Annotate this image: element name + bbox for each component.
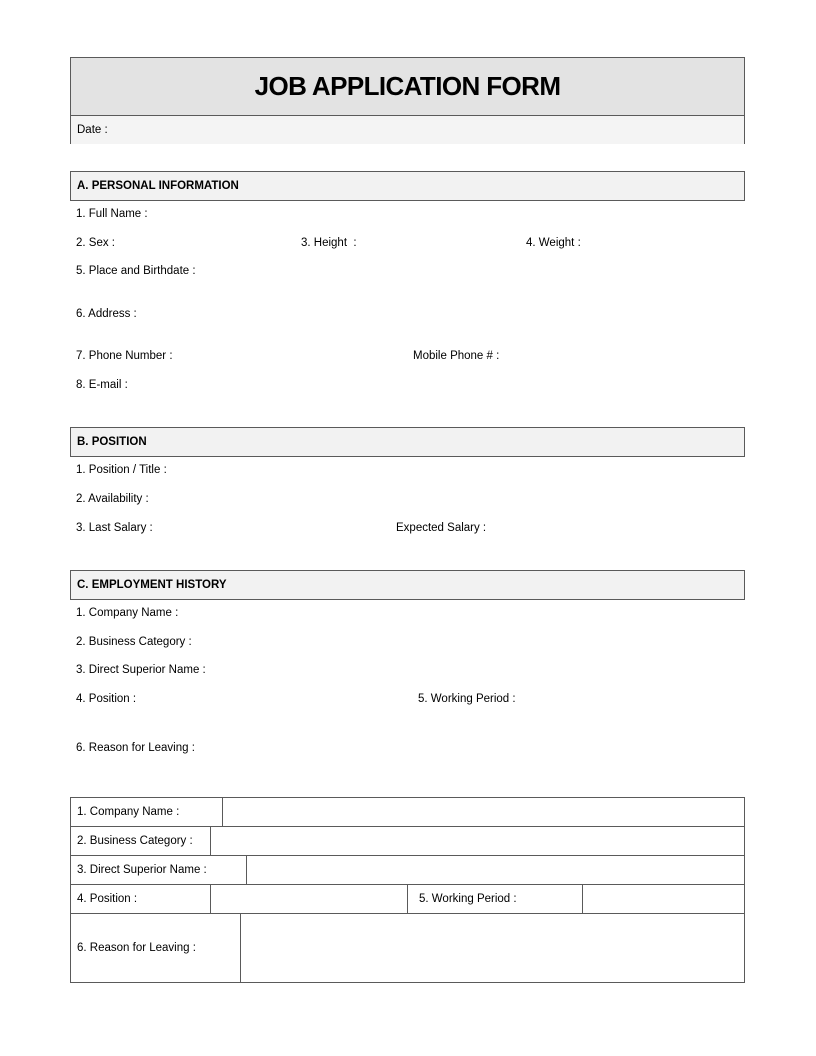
address-label: 6. Address : (76, 308, 137, 320)
table-direct-superior-label: 3. Direct Superior Name : (77, 864, 207, 876)
title-row (71, 58, 744, 116)
weight-label: 4. Weight : (526, 237, 581, 249)
position-label: 4. Position : (76, 693, 137, 705)
mobile-label: Mobile Phone # : (413, 350, 500, 362)
date-label: Date : (77, 124, 108, 136)
working-period-label: 5. Working Period : (418, 693, 516, 705)
table-business-category-input[interactable] (211, 827, 744, 855)
table-row (71, 856, 744, 885)
company-name-label: 1. Company Name : (76, 607, 179, 619)
last-salary-label: 3. Last Salary : (76, 522, 153, 534)
section-b-header: B. POSITION (70, 427, 745, 457)
table-company-name-input[interactable] (223, 798, 744, 826)
full-name-label: 1. Full Name : (76, 208, 148, 220)
date-field[interactable] (71, 116, 744, 144)
table-company-name-label: 1. Company Name : (77, 806, 180, 818)
employment-history-table (70, 797, 745, 983)
table-row (71, 827, 744, 856)
table-working-period-input[interactable] (583, 885, 744, 913)
table-reason-leaving-input[interactable] (241, 914, 744, 982)
table-position-input[interactable] (211, 885, 407, 913)
page-title: JOB APPLICATION FORM (254, 71, 561, 101)
sex-label: 2. Sex : (76, 237, 115, 249)
availability-label: 2. Availability : (76, 493, 149, 505)
form-title-box (70, 57, 745, 144)
expected-salary-label: Expected Salary : (396, 522, 487, 534)
table-row (71, 885, 744, 914)
phone-label: 7. Phone Number : (76, 350, 173, 362)
section-a-header: A. PERSONAL INFORMATION (70, 171, 745, 201)
place-birthdate-label: 5. Place and Birthdate : (76, 265, 196, 277)
email-label: 8. E-mail : (76, 379, 128, 391)
table-reason-leaving-label: 6. Reason for Leaving : (77, 942, 196, 954)
table-row (71, 798, 744, 827)
table-direct-superior-input[interactable] (247, 856, 744, 884)
table-working-period-label: 5. Working Period : (419, 893, 517, 905)
section-c-header: C. EMPLOYMENT HISTORY (70, 570, 745, 600)
table-position-label: 4. Position : (77, 893, 138, 905)
position-title-label: 1. Position / Title : (76, 464, 167, 476)
height-label: 3. Height : (301, 237, 357, 249)
table-row (71, 914, 744, 982)
business-category-label: 2. Business Category : (76, 636, 192, 648)
reason-leaving-label: 6. Reason for Leaving : (76, 742, 195, 754)
direct-superior-label: 3. Direct Superior Name : (76, 664, 206, 676)
table-business-category-label: 2. Business Category : (77, 835, 193, 847)
